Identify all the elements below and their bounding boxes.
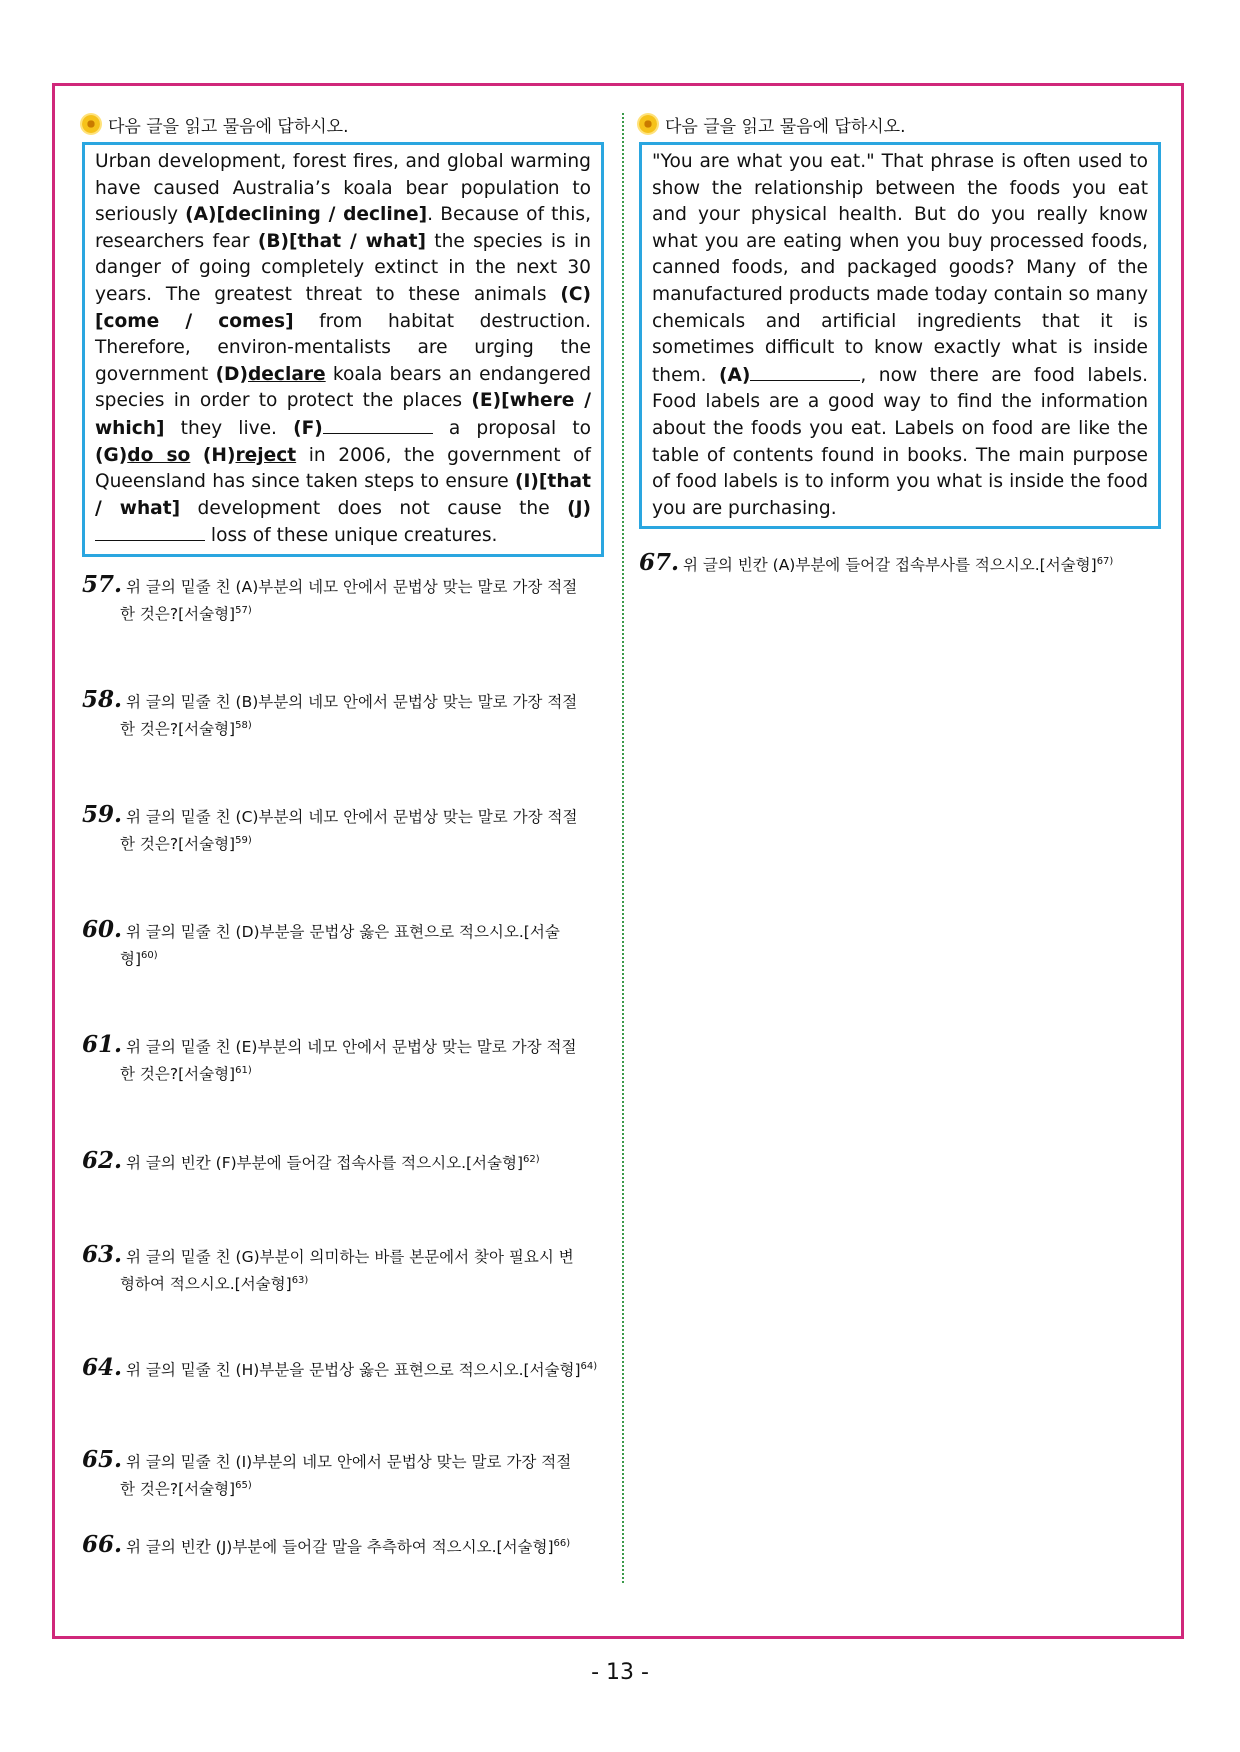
blank-j bbox=[95, 522, 205, 541]
right-instruction bbox=[639, 112, 1161, 136]
question-60 bbox=[82, 918, 604, 971]
passage-text: , now there are food labels. Food labels are a good way to find the information about the foods you eat. Labels on food are like the table of contents found in books. The main purpose of food labels is to inform you what is inside the food you are purchasing. bbox=[652, 364, 1148, 519]
column-divider bbox=[622, 113, 624, 1583]
right-instruction-text: 다음 글을 읽고 물음에 답하시오. bbox=[665, 116, 906, 137]
question-text: 한 것은?[서술형] bbox=[120, 1065, 236, 1084]
choice-c: (C)[come / comes] bbox=[95, 283, 591, 332]
question-number: 58. bbox=[82, 686, 123, 713]
left-column bbox=[82, 112, 604, 557]
passage-text: they live. bbox=[164, 417, 294, 439]
passage-text: in 2006, the government of Queensland has since taken steps to ensure bbox=[95, 444, 591, 493]
food-label-passage bbox=[639, 142, 1161, 529]
question-number: 59. bbox=[82, 801, 123, 828]
question-66 bbox=[82, 1532, 604, 1559]
question-text: 위 글의 밑줄 친 (E)부분의 네모 안에서 문법상 맞는 말로 가장 적절 bbox=[126, 1038, 577, 1056]
question-text: 위 글의 밑줄 친 (B)부분의 네모 안에서 문법상 맞는 말로 가장 적절 bbox=[126, 693, 578, 711]
footnote-ref: 59) bbox=[235, 835, 252, 846]
choice-i: (I)[that / what] bbox=[95, 471, 591, 519]
footnote-ref: 62) bbox=[523, 1154, 540, 1165]
question-text: 한 것은?[서술형] bbox=[120, 1480, 236, 1499]
passage-text: from habitat destruction. Therefore, environ-mentalists are urging the government bbox=[95, 310, 591, 385]
label-d: (D) bbox=[215, 363, 248, 385]
question-text: 위 글의 빈칸 (A)부분에 들어갈 접속부사를 적으시오.[서술형] bbox=[683, 556, 1097, 575]
left-instruction-text: 다음 글을 읽고 물음에 답하시오. bbox=[108, 116, 349, 137]
right-column bbox=[639, 112, 1161, 529]
label-j: (J) bbox=[567, 497, 591, 519]
footnote-ref: 63) bbox=[291, 1275, 309, 1286]
footnote-ref: 61) bbox=[235, 1065, 252, 1076]
question-number: 60. bbox=[82, 916, 123, 943]
question-58 bbox=[82, 688, 604, 741]
question-65 bbox=[82, 1448, 604, 1501]
underlined-g: do so bbox=[127, 444, 191, 466]
underlined-d: declare bbox=[248, 363, 326, 385]
choice-e: (E)[where / which] bbox=[95, 390, 591, 439]
label-g: (G) bbox=[95, 444, 128, 466]
question-text: 위 글의 밑줄 친 (A)부분의 네모 안에서 문법상 맞는 말로 가장 적절 bbox=[126, 578, 578, 596]
question-number: 63. bbox=[82, 1241, 123, 1268]
question-59 bbox=[82, 803, 604, 856]
question-number: 62. bbox=[82, 1147, 123, 1175]
question-64 bbox=[82, 1355, 604, 1382]
label-f: (F) bbox=[293, 417, 323, 439]
underlined-h: reject bbox=[235, 444, 297, 466]
footnote-ref: 60) bbox=[141, 950, 158, 961]
question-text: 형하여 적으시오.[서술형] bbox=[120, 1275, 292, 1294]
left-instruction bbox=[82, 112, 604, 136]
question-text: 형] bbox=[120, 950, 142, 969]
passage-text: loss of these unique creatures. bbox=[205, 525, 498, 547]
question-62 bbox=[82, 1148, 604, 1175]
choice-b: (B)[that / what] bbox=[257, 230, 426, 252]
question-text: 위 글의 밑줄 친 (D)부분을 문법상 옳은 표현으로 적으시오.[서술 bbox=[126, 923, 560, 941]
question-text: 위 글의 밑줄 친 (H)부분을 문법상 옳은 표현으로 적으시오.[서술형] bbox=[126, 1361, 581, 1380]
question-number: 65. bbox=[82, 1446, 123, 1473]
passage-text: the species is in danger of going completely extinct in the next 30 years. The greatest threat to these animals bbox=[95, 230, 591, 305]
page-number: - 13 - bbox=[591, 1660, 649, 1685]
question-number: 64. bbox=[82, 1354, 123, 1382]
blank-a bbox=[750, 362, 860, 381]
question-text: 한 것은?[서술형] bbox=[120, 605, 236, 624]
passage-text: development does not cause the bbox=[180, 497, 568, 519]
question-text: 한 것은?[서술형] bbox=[120, 720, 236, 739]
footnote-ref: 66) bbox=[553, 1538, 571, 1549]
question-number: 66. bbox=[82, 1531, 123, 1559]
passage-text: . Because of this, researchers fear bbox=[95, 204, 591, 252]
question-number: 67. bbox=[639, 549, 680, 577]
question-67 bbox=[639, 550, 1161, 577]
passage-text: "You are what you eat." That phrase is often used to show the relationship between the foods you eat and your physical health. But do you really know what you are eating when you buy processed foods, canned foods, and packaged goods? Many of the manufactured products made today contain so many chemicals and artificial ingredients that it is sometimes difficult to know exactly what is inside them. bbox=[652, 151, 1148, 386]
question-text: 위 글의 밑줄 친 (C)부분의 네모 안에서 문법상 맞는 말로 가장 적절 bbox=[126, 808, 578, 826]
footnote-ref: 58) bbox=[235, 720, 252, 731]
flower-icon bbox=[82, 115, 100, 133]
passage-text: koala bears an endangered species in order to protect the places bbox=[95, 363, 591, 412]
flower-icon bbox=[639, 115, 657, 133]
footnote-ref: 65) bbox=[235, 1480, 252, 1491]
label-a: (A) bbox=[719, 364, 751, 386]
choice-a: (A)[declining / decline] bbox=[185, 204, 428, 226]
question-text: 위 글의 밑줄 친 (G)부분이 의미하는 바를 본문에서 찾아 필요시 변 bbox=[126, 1248, 574, 1266]
footnote-ref: 57) bbox=[235, 605, 252, 616]
footnote-ref: 67) bbox=[1096, 556, 1114, 567]
footnote-ref: 64) bbox=[580, 1361, 598, 1372]
question-63 bbox=[82, 1243, 604, 1296]
question-text: 위 글의 밑줄 친 (I)부분의 네모 안에서 문법상 맞는 말로 가장 적절 bbox=[126, 1453, 572, 1471]
question-text: 한 것은?[서술형] bbox=[120, 835, 236, 854]
question-number: 57. bbox=[82, 571, 123, 598]
koala-passage bbox=[82, 142, 604, 557]
passage-text: Urban development, forest fires, and global warming have caused Australia’s koala bear population to seriously bbox=[95, 151, 591, 226]
passage-text: a proposal to bbox=[432, 417, 591, 439]
question-57 bbox=[82, 573, 604, 626]
question-text: 위 글의 빈칸 (F)부분에 들어갈 접속사를 적으시오.[서술형] bbox=[126, 1154, 524, 1173]
question-text: 위 글의 빈칸 (J)부분에 들어갈 말을 추측하여 적으시오.[서술형] bbox=[126, 1538, 554, 1557]
label-h: (H) bbox=[202, 444, 236, 466]
question-61 bbox=[82, 1033, 604, 1086]
question-number: 61. bbox=[82, 1031, 123, 1058]
blank-f bbox=[323, 415, 433, 434]
